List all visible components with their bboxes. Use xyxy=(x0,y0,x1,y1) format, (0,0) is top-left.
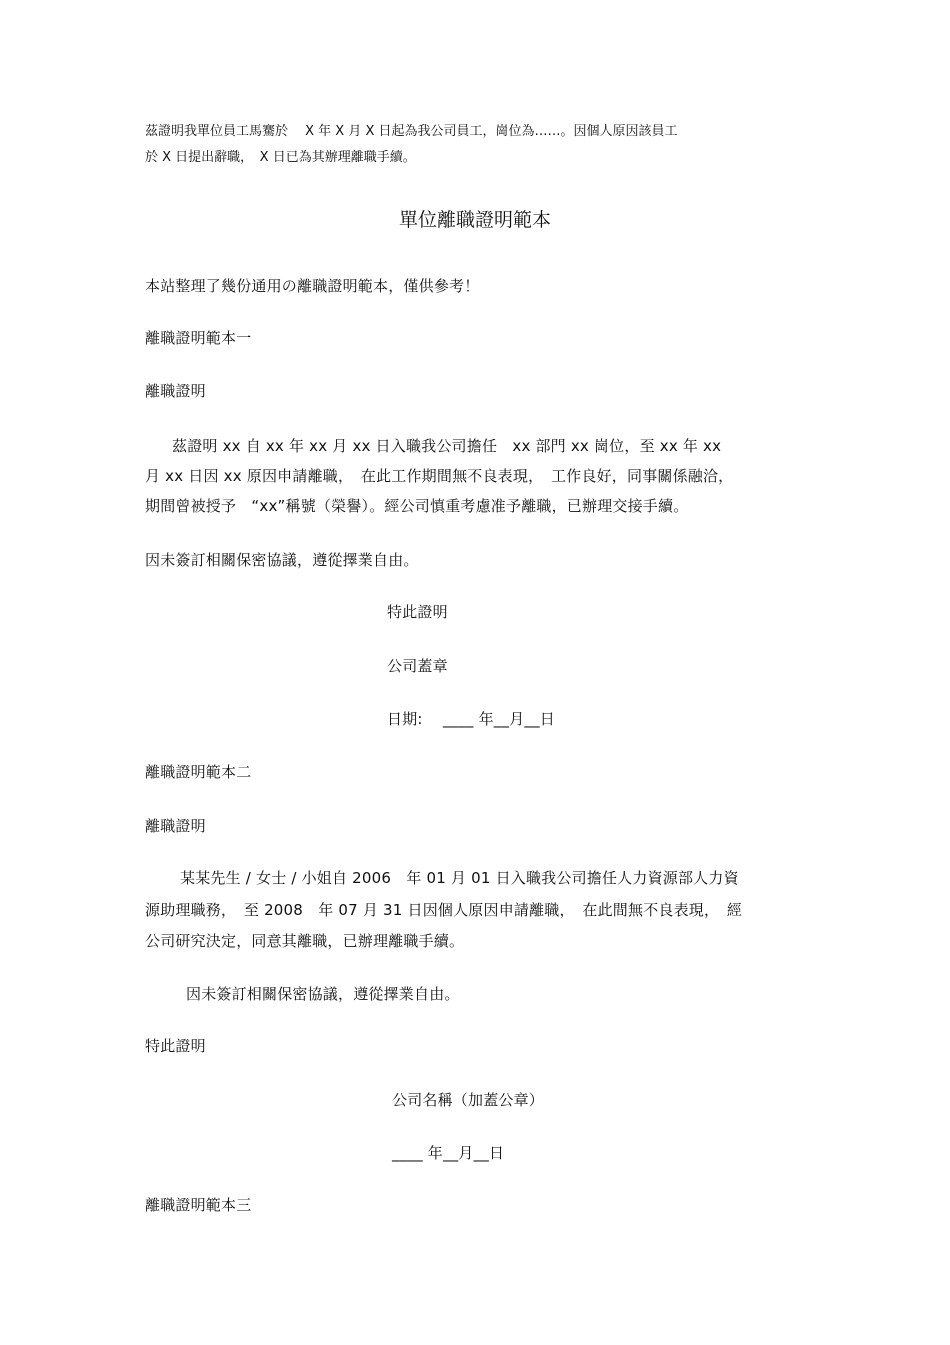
sample-2-para-line-1: 某某先生 / 女士 / 小姐自 2006 年 01 月 01 日入職我公司擔任人力資源部人力資 xyxy=(180,869,739,887)
page-title: 單位離職證明範本 xyxy=(398,209,551,231)
intro-line-1: 茲證明我單位員工馬騫於 X 年 X 月 X 日起為我公司員工，崗位為……。因個人原因該員工 xyxy=(145,124,678,139)
sample-1-para-line-2: 月 xx 日因 xx 原因申請離職， 在此工作期間無不良表現， 工作良好，同事關係融洽， xyxy=(145,467,734,485)
sample-3-heading: 離職證明範本三 xyxy=(145,1196,252,1214)
sample-2-para-line-2: 源助理職務， 至 2008 年 07 月 31 日因個人原因申請離職， 在此間無不良表現， 經 xyxy=(145,901,743,919)
sample-1-certify: 特此證明 xyxy=(387,603,448,621)
sample-1-date: 日期: ____ 年__月__日 xyxy=(387,710,555,728)
sample-2-note: 因未簽訂相關保密協議，遵從擇業自由。 xyxy=(186,985,460,1003)
sample-1-doc-title: 離職證明 xyxy=(145,382,206,400)
sample-2-para-line-3: 公司研究決定，同意其離職，已辦理離職手續。 xyxy=(145,932,465,950)
sample-1-heading: 離職證明範本一 xyxy=(145,329,252,347)
sample-2-company: 公司名稱（加蓋公章） xyxy=(392,1091,545,1109)
sample-1-note: 因未簽訂相關保密協議，遵從擇業自由。 xyxy=(145,551,419,569)
sample-2-date: ____ 年__月__日 xyxy=(392,1144,505,1162)
sample-2-heading: 離職證明範本二 xyxy=(145,763,252,781)
sample-1-para-line-1: 茲證明 xx 自 xx 年 xx 月 xx 日入職我公司擔任 xx 部門 xx 崗位，至 xx 年 xx xyxy=(172,437,722,455)
sample-2-certify: 特此證明 xyxy=(145,1037,206,1055)
sample-2-doc-title: 離職證明 xyxy=(145,817,206,835)
lead-text: 本站整理了幾份通用の離職證明範本，僅供參考！ xyxy=(145,277,480,295)
intro-line-2: 於 X 日提出辭職， X 日已為其辦理離職手續。 xyxy=(145,150,416,165)
sample-1-seal: 公司蓋章 xyxy=(387,657,448,675)
sample-1-para-line-3: 期間曾被授予 “xx”稱號（榮譽）。經公司慎重考慮准予離職，已辦理交接手續。 xyxy=(145,497,689,515)
